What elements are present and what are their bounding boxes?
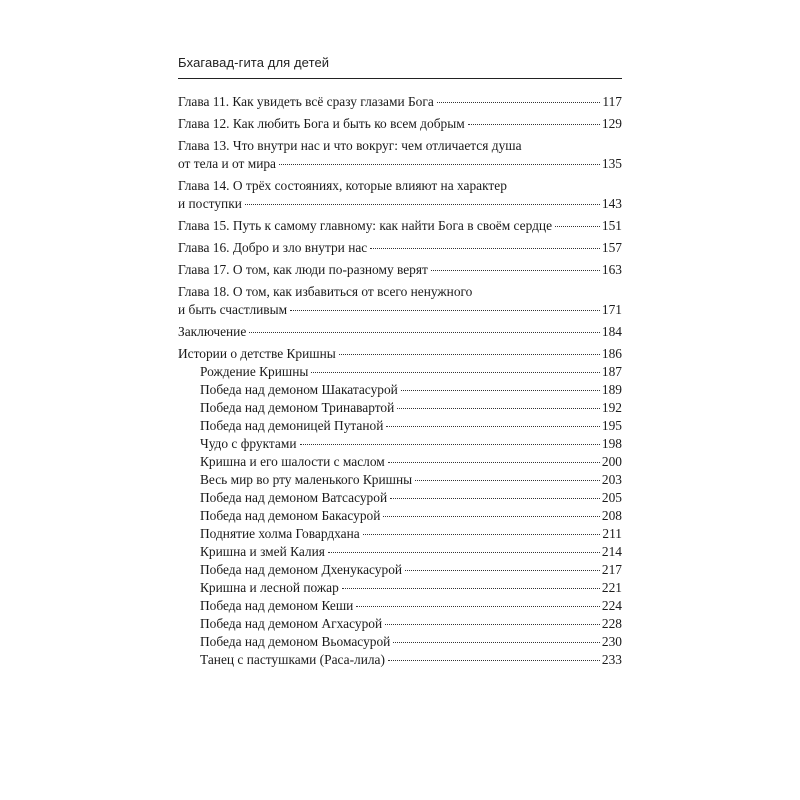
toc-stories-line — [178, 345, 622, 363]
toc-story-page-number: 195 — [601, 418, 622, 433]
toc-story-page-number: 228 — [601, 616, 622, 631]
toc-story-title: Победа над демоном Агхасурой — [200, 616, 383, 631]
toc-entry-title: Глава 12. Как любить Бога и быть ко всем добрым — [178, 116, 465, 131]
toc-entry-title: и быть счастливым — [178, 302, 288, 317]
toc-entry-line — [178, 261, 622, 279]
toc-story-line — [200, 579, 622, 597]
dot-leader — [363, 534, 601, 535]
toc-story-title: Весь мир во рту маленького Кришны — [200, 472, 413, 487]
toc-entry-line — [178, 195, 622, 213]
toc-entry-title: Глава 11. Как увидеть всё сразу глазами Бога — [178, 94, 434, 109]
toc-story-entry — [178, 651, 622, 669]
toc-entry — [178, 137, 622, 173]
toc-entry-page-number: 157 — [601, 240, 622, 255]
toc-story-page-number: 198 — [601, 436, 622, 451]
dot-leader — [386, 426, 600, 427]
running-head: Бхагавад-гита для детей — [178, 55, 330, 70]
toc-entry — [178, 115, 622, 133]
dot-leader — [370, 248, 600, 249]
toc-entry-line — [178, 301, 622, 319]
toc-entry-title-line: Глава 14. О трёх состояниях, которые влияют на характер — [178, 178, 507, 193]
toc-story-line — [200, 471, 622, 489]
dot-leader — [397, 408, 600, 409]
toc-story-page-number: 192 — [601, 400, 622, 415]
toc-stories-title: Истории о детстве Кришны — [178, 346, 336, 361]
dot-leader — [328, 552, 600, 553]
toc-story-entry — [178, 615, 622, 633]
header-rule — [178, 78, 622, 79]
toc-entry-line — [178, 155, 622, 173]
toc-entry-page-number: 117 — [602, 94, 622, 109]
dot-leader — [339, 354, 600, 355]
toc-story-line — [200, 633, 622, 651]
toc-story-page-number: 221 — [601, 580, 622, 595]
dot-leader — [437, 102, 601, 103]
toc-entry — [178, 283, 622, 319]
toc-entry — [178, 261, 622, 279]
toc-story-page-number: 203 — [601, 472, 622, 487]
toc-entry-line — [178, 93, 622, 111]
toc-stories-section — [178, 345, 622, 363]
toc-story-entry — [178, 363, 622, 381]
toc-story-title: Победа над демоном Ватсасурой — [200, 490, 388, 505]
toc-story-title: Победа над демоном Кеши — [200, 598, 354, 613]
toc-entry-line — [178, 239, 622, 257]
table-of-contents — [178, 93, 622, 669]
toc-story-page-number: 208 — [601, 508, 622, 523]
dot-leader — [249, 332, 600, 333]
dot-leader — [431, 270, 600, 271]
toc-entry — [178, 93, 622, 111]
toc-story-title: Победа над демоном Вьомасурой — [200, 634, 391, 649]
toc-entry-page-number: 129 — [601, 116, 622, 131]
dot-leader — [555, 226, 600, 227]
toc-entry-title: от тела и от мира — [178, 156, 276, 171]
toc-story-line — [200, 597, 622, 615]
toc-story-line — [200, 435, 622, 453]
dot-leader — [388, 462, 600, 463]
toc-story-title: Кришна и змей Калия — [200, 544, 325, 559]
toc-story-line — [200, 543, 622, 561]
toc-story-line — [200, 525, 622, 543]
toc-story-title: Танец с пастушками (Раса-лила) — [200, 652, 385, 667]
dot-leader — [393, 642, 600, 643]
dot-leader — [390, 498, 600, 499]
toc-entry-title: Глава 17. О том, как люди по-разному верят — [178, 262, 428, 277]
toc-story-entry — [178, 381, 622, 399]
toc-stories-page-number: 186 — [601, 346, 622, 361]
toc-story-page-number: 189 — [601, 382, 622, 397]
dot-leader — [290, 310, 600, 311]
toc-entry-line — [178, 323, 622, 341]
toc-story-title: Победа над демоном Тринавартой — [200, 400, 395, 415]
toc-story-page-number: 214 — [601, 544, 622, 559]
toc-entry-title: и поступки — [178, 196, 242, 211]
dot-leader — [468, 124, 600, 125]
toc-entry-title: Заключение — [178, 324, 247, 339]
toc-story-line — [200, 651, 622, 669]
toc-story-line — [200, 453, 622, 471]
toc-story-page-number: 224 — [601, 598, 622, 613]
toc-story-entry — [178, 579, 622, 597]
toc-story-title: Поднятие холма Говардхана — [200, 526, 360, 541]
toc-story-entry — [178, 435, 622, 453]
toc-story-page-number: 233 — [601, 652, 622, 667]
toc-story-entry — [178, 489, 622, 507]
toc-story-entry — [178, 453, 622, 471]
toc-story-page-number: 230 — [601, 634, 622, 649]
dot-leader — [415, 480, 600, 481]
toc-entry-page-number: 171 — [601, 302, 622, 317]
toc-story-line — [200, 507, 622, 525]
toc-entry-page-number: 135 — [601, 156, 622, 171]
toc-story-line — [200, 399, 622, 417]
toc-story-title: Победа над демоницей Путаной — [200, 418, 384, 433]
toc-story-page-number: 211 — [602, 526, 622, 541]
dot-leader — [342, 588, 600, 589]
toc-story-entry — [178, 633, 622, 651]
dot-leader — [405, 570, 600, 571]
toc-entry-title: Глава 16. Добро и зло внутри нас — [178, 240, 368, 255]
dot-leader — [245, 204, 600, 205]
toc-story-entry — [178, 525, 622, 543]
toc-story-entry — [178, 417, 622, 435]
dot-leader — [300, 444, 600, 445]
toc-story-title: Победа над демоном Бакасурой — [200, 508, 381, 523]
toc-story-page-number: 217 — [601, 562, 622, 577]
toc-entry — [178, 177, 622, 213]
toc-story-line — [200, 381, 622, 399]
toc-story-title: Победа над демоном Дхенукасурой — [200, 562, 403, 577]
dot-leader — [356, 606, 600, 607]
toc-story-entry — [178, 399, 622, 417]
dot-leader — [279, 164, 600, 165]
toc-entry-line — [178, 115, 622, 133]
dot-leader — [388, 660, 600, 661]
toc-entry-page-number: 143 — [601, 196, 622, 211]
toc-story-entry — [178, 561, 622, 579]
toc-entry-page-number: 151 — [601, 218, 622, 233]
toc-story-title: Чудо с фруктами — [200, 436, 297, 451]
toc-story-line — [200, 561, 622, 579]
dot-leader — [401, 390, 600, 391]
toc-entry-page-number: 184 — [601, 324, 622, 339]
toc-story-line — [200, 615, 622, 633]
dot-leader — [383, 516, 600, 517]
toc-story-entry — [178, 471, 622, 489]
toc-story-page-number: 200 — [601, 454, 622, 469]
toc-entry — [178, 217, 622, 235]
toc-entry-title-line: Глава 18. О том, как избавиться от всего ненужного — [178, 284, 473, 299]
toc-story-line — [200, 489, 622, 507]
toc-story-entry — [178, 597, 622, 615]
toc-entry — [178, 239, 622, 257]
toc-story-title: Кришна и лесной пожар — [200, 580, 339, 595]
toc-entry-line — [178, 217, 622, 235]
toc-story-title: Рождение Кришны — [200, 364, 309, 379]
dot-leader — [385, 624, 600, 625]
toc-entry-title: Глава 15. Путь к самому главному: как найти Бога в своём сердце — [178, 218, 553, 233]
toc-entry-page-number: 163 — [601, 262, 622, 277]
toc-entry-title-line: Глава 13. Что внутри нас и что вокруг: чем отличается душа — [178, 138, 522, 153]
dot-leader — [311, 372, 600, 373]
toc-story-entry — [178, 507, 622, 525]
toc-story-entry — [178, 543, 622, 561]
toc-story-page-number: 205 — [601, 490, 622, 505]
toc-story-title: Кришна и его шалости с маслом — [200, 454, 385, 469]
toc-entry — [178, 323, 622, 341]
toc-story-title: Победа над демоном Шакатасурой — [200, 382, 398, 397]
toc-story-line — [200, 363, 622, 381]
toc-story-line — [200, 417, 622, 435]
toc-story-page-number: 187 — [601, 364, 622, 379]
